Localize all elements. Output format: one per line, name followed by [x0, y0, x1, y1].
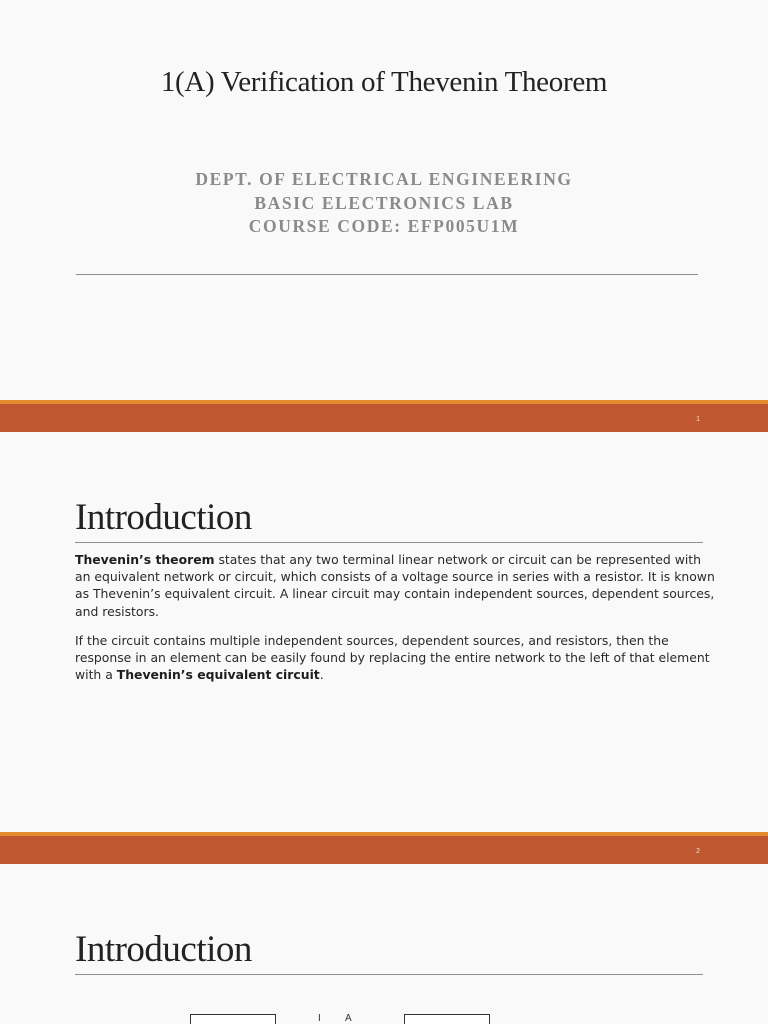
slide-2: [0, 432, 768, 864]
bold-term: Thevenin’s theorem: [75, 552, 215, 567]
section-heading: Introduction: [75, 929, 252, 970]
circuit-box-left: [190, 1014, 276, 1024]
slide-title: 1(A) Verification of Thevenin Theorem: [160, 66, 608, 98]
terminal-label: A: [345, 1013, 352, 1024]
section-heading: Introduction: [75, 497, 252, 538]
subtitle-line-department: DEPT. OF ELECTRICAL ENGINEERING: [195, 169, 573, 189]
paragraph-text: If the circuit contains multiple independent sources, dependent sources, and resistors, then the response in an element can be easily found by replacing the entire network to the left of that element with a: [75, 632, 710, 683]
slide-3: [0, 864, 768, 1024]
footer-bar: [0, 400, 768, 436]
bold-term: Thevenin’s equivalent circuit: [116, 667, 320, 683]
body-text: [75, 551, 715, 695]
slide-1: [0, 0, 768, 432]
heading-divider: [75, 542, 703, 543]
current-label: I: [318, 1013, 321, 1024]
paragraph-2: [75, 632, 715, 684]
paragraph-end: .: [319, 667, 324, 683]
title-divider: [76, 274, 698, 275]
subtitle-line-course-code: COURSE CODE: EFP005U1M: [248, 216, 520, 236]
paragraph-1: [75, 551, 715, 620]
page-number: 1: [696, 416, 700, 423]
circuit-box-right: [404, 1014, 490, 1024]
heading-divider: [75, 974, 703, 975]
paragraph-text: states that any two terminal linear network or circuit can be represented with an equivalent network or circuit, which consists of a voltage source in series with a resistor. It is known as Thevenin’s equivalent circuit. A linear circuit may contain independent sources, dependent sources, and resistors.: [75, 552, 715, 619]
footer-bar: [0, 832, 768, 868]
slide-subtitle: [0, 168, 768, 239]
page-number: 2: [696, 848, 700, 855]
subtitle-line-lab: BASIC ELECTRONICS LAB: [254, 192, 514, 213]
